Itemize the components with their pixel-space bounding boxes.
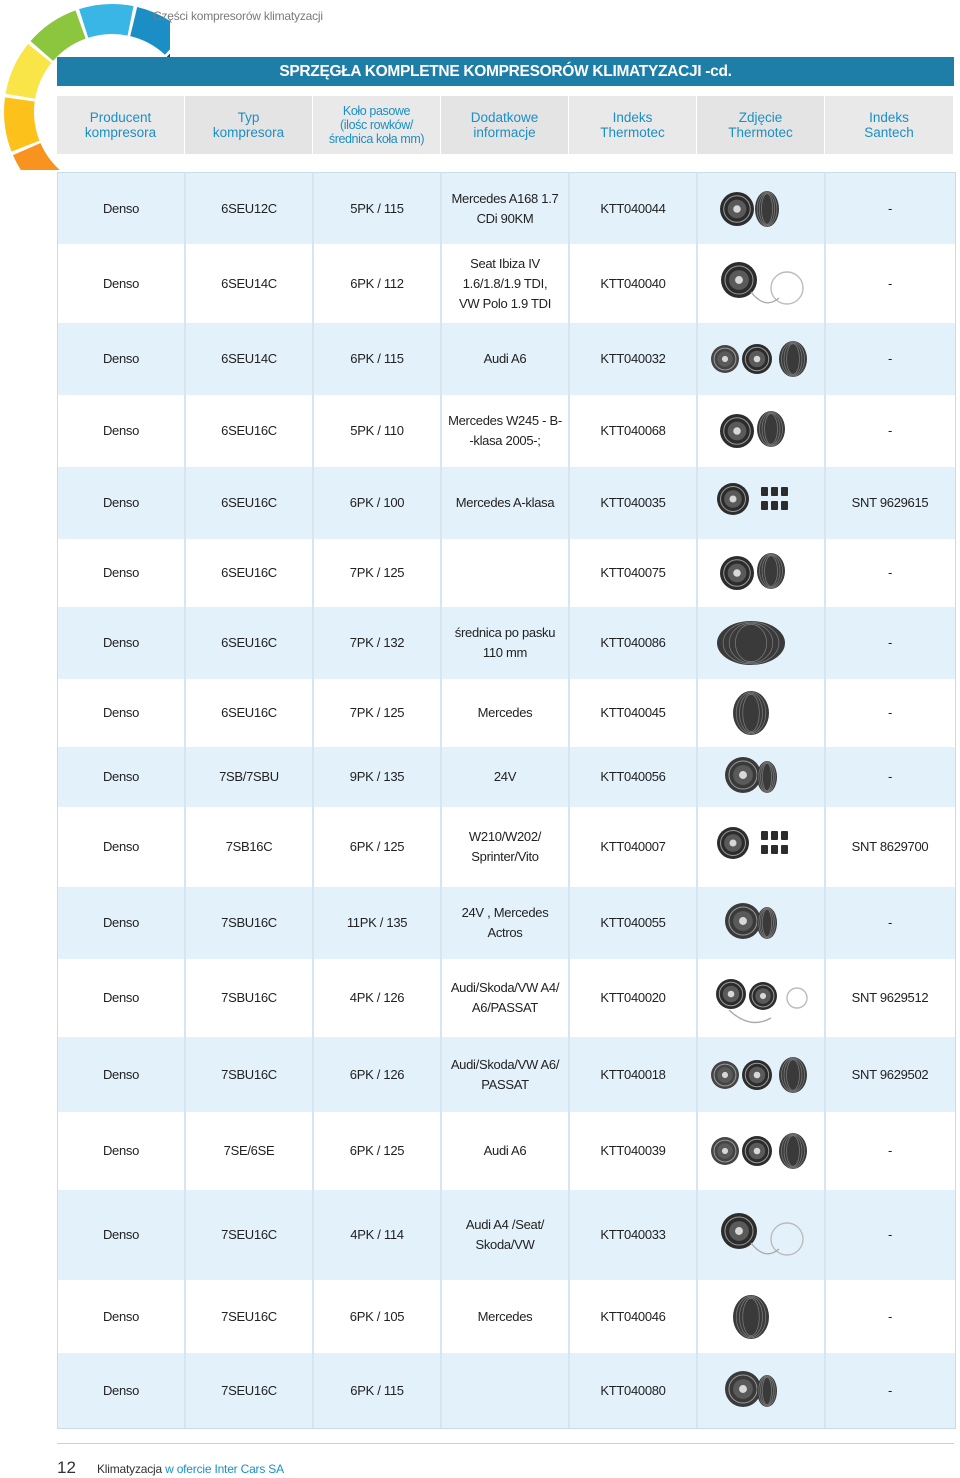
clutch-kit-wire-photo — [701, 966, 821, 1030]
compressor-type-cell: 7SBU16C — [186, 1037, 314, 1112]
producer-cell: Denso — [58, 1037, 186, 1112]
compressor-type-cell: 6SEU16C — [186, 679, 314, 747]
column-header-line: Typ — [237, 110, 260, 125]
footer-divider — [57, 1443, 954, 1444]
additional-info-line: 24V , Mercedes — [461, 905, 549, 920]
additional-info-cell — [442, 807, 570, 887]
additional-info-line: -klasa 2005-; — [469, 433, 541, 448]
photo-cell — [698, 467, 826, 539]
thermotec-index-cell: KTT040056 — [570, 747, 698, 807]
pulley-cell: 4PK / 126 — [314, 959, 442, 1037]
additional-info-line: Mercedes A-klasa — [455, 495, 555, 510]
pulley-cell: 6PK / 105 — [314, 1280, 442, 1353]
table-row — [58, 607, 955, 679]
footer-brand: Klimatyzacja — [97, 1462, 162, 1476]
pulley-cell: 11PK / 135 — [314, 887, 442, 959]
producer-cell: Denso — [58, 395, 186, 467]
column-header-line: kompresora — [84, 125, 157, 140]
photo-cell — [698, 539, 826, 607]
additional-info-cell — [442, 395, 570, 467]
photo-cell — [698, 1112, 826, 1190]
santech-index-cell: - — [887, 1308, 893, 1324]
clutch-with-parts-photo — [701, 815, 821, 879]
photo-cell — [698, 607, 826, 679]
additional-info-cell — [442, 747, 570, 807]
santech-index-cell: SNT 9629615 — [851, 495, 929, 510]
compressor-type-cell: 6SEU16C — [186, 539, 314, 607]
photo-cell — [698, 959, 826, 1037]
table-row — [58, 395, 955, 467]
clutch-pulley-open-photo — [701, 1359, 821, 1423]
column-header-line: Indeks — [869, 110, 909, 125]
producer-cell: Denso — [58, 1112, 186, 1190]
additional-info-cell — [442, 539, 570, 607]
additional-info-cell — [442, 1112, 570, 1190]
additional-info-line: Audi A4 /Seat/ — [465, 1217, 545, 1232]
thermotec-index-cell: KTT040039 — [570, 1112, 698, 1190]
column-header-line: Indeks — [612, 110, 653, 125]
column-header — [697, 96, 825, 154]
santech-index-cell: - — [887, 635, 893, 650]
table-row — [58, 173, 955, 244]
pulley-cell: 6PK / 126 — [314, 1037, 442, 1112]
pulley-cell: 7PK / 125 — [314, 539, 442, 607]
table-row — [58, 323, 955, 395]
clutch-pulley-side-photo — [701, 681, 821, 745]
column-header-line: Zdjęcie — [738, 110, 783, 125]
thermotec-index-cell: KTT040086 — [570, 607, 698, 679]
additional-info-cell — [442, 1037, 570, 1112]
additional-info-cell — [442, 1353, 570, 1428]
compressor-type-cell: 7SB16C — [186, 807, 314, 887]
additional-info-line: Mercedes W245 - B- — [448, 413, 562, 428]
producer-cell: Denso — [58, 1280, 186, 1353]
producer-cell: Denso — [58, 807, 186, 887]
pulley-cell: 6PK / 125 — [314, 807, 442, 887]
producer-cell: Denso — [58, 747, 186, 807]
photo-cell — [698, 244, 826, 323]
table-row — [58, 539, 955, 607]
column-header-line: informacje — [473, 125, 536, 140]
page-number: 12 — [57, 1458, 76, 1477]
compressor-type-cell: 7SEU16C — [186, 1353, 314, 1428]
additional-info-cell — [442, 244, 570, 323]
thermotec-index-cell: KTT040055 — [570, 887, 698, 959]
thermotec-index-cell: KTT040044 — [570, 173, 698, 244]
pulley-cell: 7PK / 132 — [314, 607, 442, 679]
additional-info-line: PASSAT — [481, 1076, 529, 1092]
additional-info-cell — [442, 173, 570, 244]
producer-cell: Denso — [58, 539, 186, 607]
photo-cell — [698, 679, 826, 747]
column-header-line: Koło pasowe — [342, 104, 411, 118]
table-row — [58, 747, 955, 807]
santech-index-cell: - — [887, 275, 893, 291]
clutch-kit-three-part-photo — [701, 327, 821, 391]
photo-cell — [698, 1190, 826, 1280]
additional-info-line: 24V — [493, 769, 517, 784]
pulley-cell: 6PK / 100 — [314, 467, 442, 539]
column-header-line: Thermotec — [600, 125, 665, 140]
producer-cell: Denso — [58, 467, 186, 539]
additional-info-cell — [442, 323, 570, 395]
additional-info-line: Mercedes — [477, 705, 533, 720]
additional-info-line: Skoda/VW — [475, 1237, 535, 1252]
thermotec-index-cell: KTT040007 — [570, 807, 698, 887]
clutch-pulley-large-photo — [701, 611, 821, 675]
photo-cell — [698, 323, 826, 395]
additional-info-line: A6/PASSAT — [471, 1000, 539, 1015]
producer-cell: Denso — [58, 323, 186, 395]
additional-info-cell — [442, 607, 570, 679]
clutch-pulley-open-photo — [701, 745, 821, 809]
compressor-type-cell: 7SB/7SBU — [186, 747, 314, 807]
producer-cell: Denso — [58, 607, 186, 679]
clutch-with-parts-photo — [701, 471, 821, 535]
producer-cell: Denso — [58, 887, 186, 959]
compressor-type-cell: 6SEU16C — [186, 607, 314, 679]
column-header — [313, 96, 441, 154]
column-header-line: (ilośc rowków/ — [340, 118, 413, 132]
footer-text — [97, 1462, 284, 1476]
compressor-type-cell: 7SEU16C — [186, 1280, 314, 1353]
column-header-line: kompresora — [212, 125, 285, 140]
table-row — [58, 467, 955, 539]
photo-cell — [698, 173, 826, 244]
santech-index-cell: - — [887, 1143, 893, 1158]
santech-index-cell: - — [887, 1382, 893, 1398]
additional-info-line: średnica po pasku — [454, 625, 556, 640]
santech-index-cell: - — [887, 565, 893, 580]
clutch-pulley-pair-photo — [701, 399, 821, 463]
photo-cell — [698, 1280, 826, 1353]
santech-index-cell: SNT 9629502 — [851, 1066, 929, 1082]
pulley-cell: 6PK / 125 — [314, 1112, 442, 1190]
santech-index-cell: - — [887, 351, 893, 366]
santech-index-cell: - — [887, 1227, 893, 1242]
table-row — [58, 959, 955, 1037]
pulley-cell: 6PK / 115 — [314, 323, 442, 395]
table-row — [58, 1190, 955, 1280]
thermotec-index-cell: KTT040033 — [570, 1190, 698, 1280]
additional-info-line: W210/W202/ — [468, 829, 542, 844]
photo-cell — [698, 1353, 826, 1428]
producer-cell: Denso — [58, 1353, 186, 1428]
additional-info-cell — [442, 887, 570, 959]
santech-index-cell: - — [887, 915, 893, 930]
table-row — [58, 887, 955, 959]
pulley-cell: 9PK / 135 — [314, 747, 442, 807]
column-header-line: Thermotec — [728, 125, 793, 140]
additional-info-line: CDi 90KM — [476, 210, 534, 226]
santech-index-cell: SNT 9629512 — [851, 990, 929, 1005]
producer-cell: Denso — [58, 1190, 186, 1280]
clutch-kit-three-part-photo — [701, 1119, 821, 1183]
thermotec-index-cell: KTT040020 — [570, 959, 698, 1037]
clutch-pulley-open-photo — [701, 891, 821, 955]
santech-index-cell: - — [887, 200, 893, 216]
running-head: Części kompresorów klimatyzacji — [153, 9, 323, 23]
thermotec-index-cell: KTT040040 — [570, 244, 698, 323]
thermotec-index-cell: KTT040046 — [570, 1280, 698, 1353]
additional-info-line: Mercedes A168 1.7 — [451, 190, 559, 206]
thermotec-index-cell: KTT040035 — [570, 467, 698, 539]
producer-cell: Denso — [58, 959, 186, 1037]
footer-company: w ofercie Inter Cars SA — [161, 1462, 284, 1476]
wheel-segment — [79, 4, 133, 38]
additional-info-cell — [442, 1280, 570, 1353]
clutch-pulley-side-photo — [701, 1285, 821, 1349]
clutch-kit-three-part-photo — [701, 1043, 821, 1107]
photo-cell — [698, 1037, 826, 1112]
thermotec-index-cell: KTT040080 — [570, 1353, 698, 1428]
santech-index-cell: - — [887, 423, 893, 438]
column-header-line: Santech — [864, 125, 914, 140]
clutch-pulley-pair-photo — [701, 541, 821, 605]
producer-cell: Denso — [58, 173, 186, 244]
compressor-type-cell: 6SEU12C — [186, 173, 314, 244]
compressor-type-cell: 7SBU16C — [186, 887, 314, 959]
photo-cell — [698, 747, 826, 807]
thermotec-index-cell: KTT040018 — [570, 1037, 698, 1112]
compressor-type-cell: 6SEU14C — [186, 323, 314, 395]
photo-cell — [698, 887, 826, 959]
wheel-segment — [4, 97, 39, 151]
thermotec-index-cell: KTT040045 — [570, 679, 698, 747]
pulley-cell: 6PK / 112 — [314, 244, 442, 323]
thermotec-index-cell: KTT040032 — [570, 323, 698, 395]
thermotec-index-cell: KTT040075 — [570, 539, 698, 607]
compressor-type-cell: 7SBU16C — [186, 959, 314, 1037]
santech-index-cell: - — [887, 705, 893, 720]
additional-info-line: Seat Ibiza IV — [470, 255, 540, 271]
compressor-type-cell: 6SEU16C — [186, 467, 314, 539]
table-header — [57, 96, 954, 154]
pulley-cell: 4PK / 114 — [314, 1190, 442, 1280]
santech-index-cell: SNT 8629700 — [851, 839, 929, 854]
additional-info-cell — [442, 959, 570, 1037]
thermotec-index-cell: KTT040068 — [570, 395, 698, 467]
column-header — [185, 96, 313, 154]
table-row — [58, 1353, 955, 1428]
additional-info-line: 110 mm — [482, 645, 528, 660]
pulley-cell: 5PK / 110 — [314, 395, 442, 467]
compressor-type-cell: 7SEU16C — [186, 1190, 314, 1280]
pulley-cell: 7PK / 125 — [314, 679, 442, 747]
pulley-cell: 5PK / 115 — [314, 173, 442, 244]
column-header-line: Dodatkowe — [470, 110, 539, 125]
table-row — [58, 1280, 955, 1353]
column-header — [57, 96, 185, 154]
clutch-pulley-wire-photo — [701, 252, 821, 316]
additional-info-line: VW Polo 1.9 TDI — [458, 295, 552, 311]
column-header — [825, 96, 953, 154]
column-header-line: Producent — [89, 110, 152, 125]
additional-info-line: Sprinter/Vito — [471, 849, 539, 864]
column-header — [441, 96, 569, 154]
table-row — [58, 1112, 955, 1190]
additional-info-line: Actros — [487, 925, 523, 940]
pulley-cell: 6PK / 115 — [314, 1353, 442, 1428]
table-row — [58, 244, 955, 323]
additional-info-cell — [442, 467, 570, 539]
clutch-pulley-wire-photo — [701, 1203, 821, 1267]
table-row — [58, 679, 955, 747]
additional-info-line: Audi A6 — [483, 1143, 527, 1158]
compressor-type-cell: 6SEU14C — [186, 244, 314, 323]
additional-info-line: Mercedes — [477, 1308, 533, 1324]
producer-cell: Denso — [58, 679, 186, 747]
photo-cell — [698, 395, 826, 467]
additional-info-line: Audi/Skoda/VW A6/ — [450, 1056, 560, 1072]
column-header-line: średnica koła mm) — [328, 132, 425, 146]
table-row — [58, 1037, 955, 1112]
photo-cell — [698, 807, 826, 887]
additional-info-cell — [442, 1190, 570, 1280]
additional-info-line: 1.6/1.8/1.9 TDI, — [462, 275, 548, 291]
column-header — [569, 96, 697, 154]
additional-info-line: Audi/Skoda/VW A4/ — [450, 980, 560, 995]
clutch-pulley-photo — [701, 177, 821, 241]
producer-cell: Denso — [58, 244, 186, 323]
compressor-type-cell: 7SE/6SE — [186, 1112, 314, 1190]
table-row — [58, 807, 955, 887]
compressor-type-cell: 6SEU16C — [186, 395, 314, 467]
section-banner-title: SPRZĘGŁA KOMPLETNE KOMPRESORÓW KLIMATYZACJI -cd. — [57, 57, 954, 86]
additional-info-cell — [442, 679, 570, 747]
product-table — [57, 172, 956, 1429]
additional-info-line: Audi A6 — [483, 351, 527, 366]
santech-index-cell: - — [887, 769, 893, 784]
